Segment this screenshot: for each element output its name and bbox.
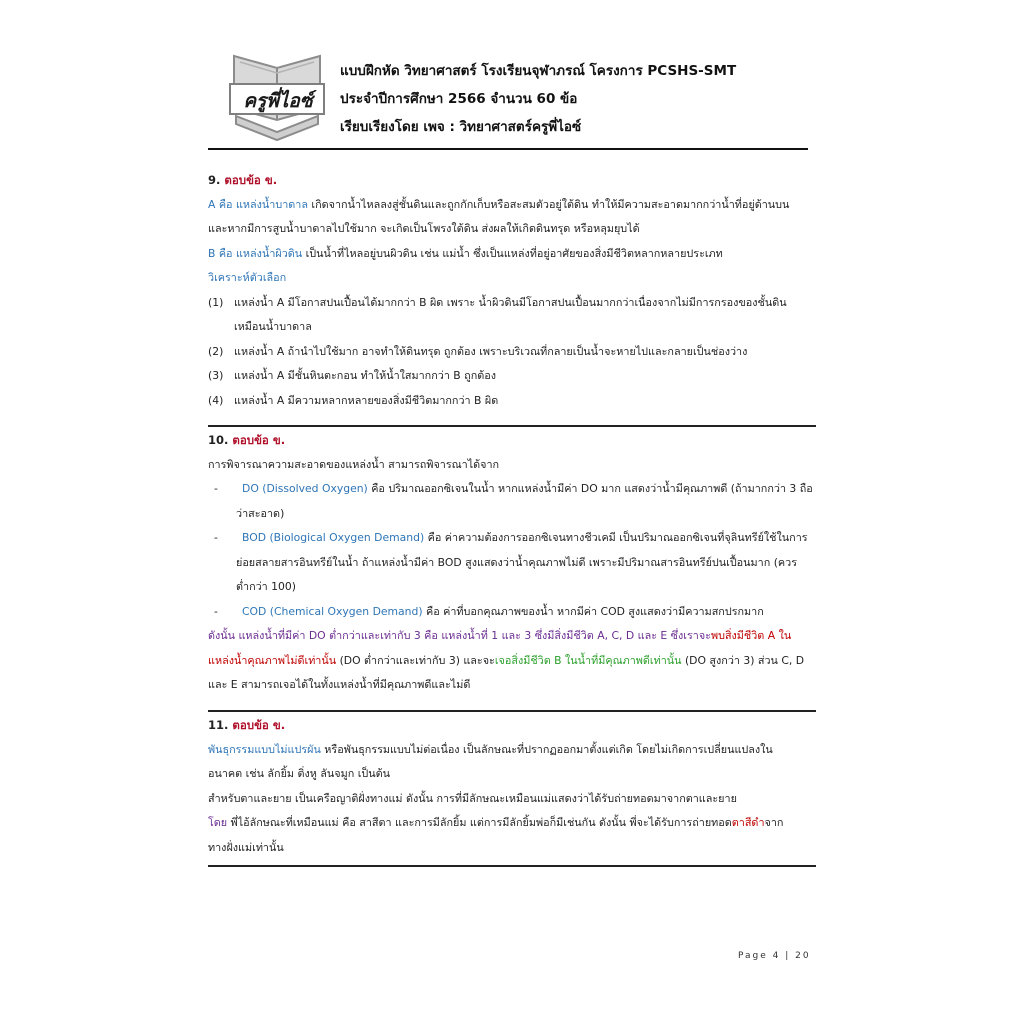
q10-intro: การพิจารณาความสะอาดของแหล่งน้ำ สามารถพิจารณาได้จาก [208,457,500,471]
logo-text: ครูพี่ไอซ์ [243,90,313,112]
question-9-title: 9. ตอบข้อ ข. [208,173,278,187]
q11-line3: สำหรับตาและยาย เป็นเครือญาติฝั่งทางแม่ ดังนั้น การที่มีลักษณะเหมือนแม่แสดงว่าได้รับถ่ายทอดมาจากตาและยาย [208,791,737,805]
q9-option-2: (2) แหล่งน้ำ A ถ้านำไปใช้มาก อาจทำให้ดินทรุด ถูกต้อง เพราะบริเวณที่กลายเป็นน้ำจะหายไปและกลายเป็นช่องว่าง [208,344,748,358]
header-author: เรียบเรียงโดย เพจ : วิทยาศาสตร์ครูพี่ไอซ์ [340,119,582,135]
divider-q9-q10 [208,425,816,427]
q9-analysis-heading: วิเคราะห์ตัวเลือก [208,271,287,284]
header-title: แบบฝึกหัด วิทยาศาสตร์ โรงเรียนจุฬาภรณ์ โครงการ PCSHS-SMT [340,63,737,79]
q10-do-line1: - DO (Dissolved Oxygen) คือ ปริมาณออกซิเจนในน้ำ หากแหล่งน้ำมีค่า DO มาก แสดงว่าน้ำมีคุณภาพดี (ถ้ามากกว่า 3 ถือ [214,482,813,495]
header-year: ประจำปีการศึกษา 2566 จำนวน 60 ข้อ [340,91,578,107]
q9-groundwater-line2: และหากมีการสูบน้ำบาดาลไปใช้มาก จะเกิดเป็นโพรงใต้ดิน ส่งผลให้เกิดดินทรุด หรือหลุมยุบได้ [208,222,640,235]
q10-do-line2: ว่าสะอาด) [236,506,285,520]
question-10 [208,428,813,698]
q10-cod-line: - COD (Chemical Oxygen Demand) คือ ค่าที่บอกคุณภาพของน้ำ หากมีค่า COD สูงแสดงว่ามีความสกปรกมาก [214,604,764,618]
question-10-title: 10. ตอบข้อ ข. [208,433,286,447]
document-header [340,57,736,141]
q11-line1: พันธุกรรมแบบไม่แปรผัน หรือพันธุกรรมแบบไม่ต่อเนื่อง เป็นลักษณะที่ปรากฏออกมาตั้งแต่เกิด โดยไม่เกิดการเปลี่ยนแปลงใน [208,742,773,756]
q11-line5: ทางฝั่งแม่เท่านั้น [208,840,284,854]
divider-end [208,865,816,867]
q9-surface-water-line: B คือ แหล่งน้ำผิวดิน เป็นน้ำที่ไหลอยู่บนผิวดิน เช่น แม่น้ำ ซึ่งเป็นแหล่งที่อยู่อาศัยของสิ่งมีชีวิตหลากหลายประเภท [208,246,723,260]
q10-bod-line1: - BOD (Biological Oxygen Demand) คือ ค่าความต้องการออกซิเจนทางชีวเคมี เป็นปริมาณออกซิเจนที่จุลินทรีย์ใช้ในการ [214,531,808,544]
divider-q10-q11 [208,710,816,712]
question-11 [208,713,808,860]
q10-conclusion-line1: ดังนั้น แหล่งน้ำที่มีค่า DO ต่ำกว่าและเท่ากับ 3 คือ แหล่งน้ำที่ 1 และ 3 ซึ่งมีสิ่งมีชีวิต A, C, D และ E ซึ่งเราจะพบสิ่งมีชีวิต A ใน [208,629,792,642]
q11-line4: โดย พี่ไอ้ลักษณะที่เหมือนแม่ คือ สาสีตา และการมีลักยิ้ม แต่การมีลักยิ้มพ่อก็มีเช่นกัน ดังนั้น พี่จะได้รับการถ่ายทอดตาสีดำจาก [208,816,784,829]
q10-conclusion-line3: และ E สามารถเจอได้ในทั้งแหล่งน้ำที่มีคุณภาพดีและไม่ดี [208,678,471,691]
header-divider [208,148,808,150]
q11-line2: อนาคต เช่น ลักยิ้ม ติ่งหู ลันจมูก เป็นต้น [208,767,391,780]
q9-option-4: (4) แหล่งน้ำ A มีความหลากหลายของสิ่งมีชีวิตมากกว่า B ผิด [208,393,499,407]
q10-bod-line3: ต่ำกว่า 100) [236,580,296,593]
q9-option-3: (3) แหล่งน้ำ A มีชั้นหินตะกอน ทำให้น้ำใสมากกว่า B ถูกต้อง [208,369,496,382]
q9-groundwater-line1: A คือ แหล่งน้ำบาดาล เกิดจากน้ำไหลลงสู่ชั้นดินและถูกกักเก็บหรือสะสมตัวอยู่ใต้ดิน ทำให้มีความสะอาดมากกว่าน้ำที่อยู่ด้านบน [208,197,790,211]
q9-option-1: (1) แหล่งน้ำ A มีโอกาสปนเปื้อนได้มากกว่า B ผิด เพราะ น้ำผิวดินมีโอกาสปนเปื้อนมากกว่าเนื่องจากไม่มีการกรองของชั้นดิน [208,295,787,309]
question-9 [208,168,808,413]
q10-bod-line2: ย่อยสลายสารอินทรีย์ในน้ำ ถ้าแหล่งน้ำมีค่า BOD สูงแสดงว่าน้ำคุณภาพไม่ดี เพราะมีปริมาณสารอินทรีย์ปนเปื้อนมาก (ควร [236,555,797,569]
q9-option-1-cont: เหมือนน้ำบาดาล [234,320,312,333]
question-11-title: 11. ตอบข้อ ข. [208,718,286,732]
q10-conclusion-line2: แหล่งน้ำคุณภาพไม่ดีเท่านั้น (DO ต่ำกว่าและเท่ากับ 3) และจะเจอสิ่งมีชีวิต B ในน้ำที่มีคุณภาพดีเท่านั้น (DO สูงกว่า 3) ส่วน C, D [208,653,805,667]
page-number: Page 4 | 20 [738,951,811,961]
